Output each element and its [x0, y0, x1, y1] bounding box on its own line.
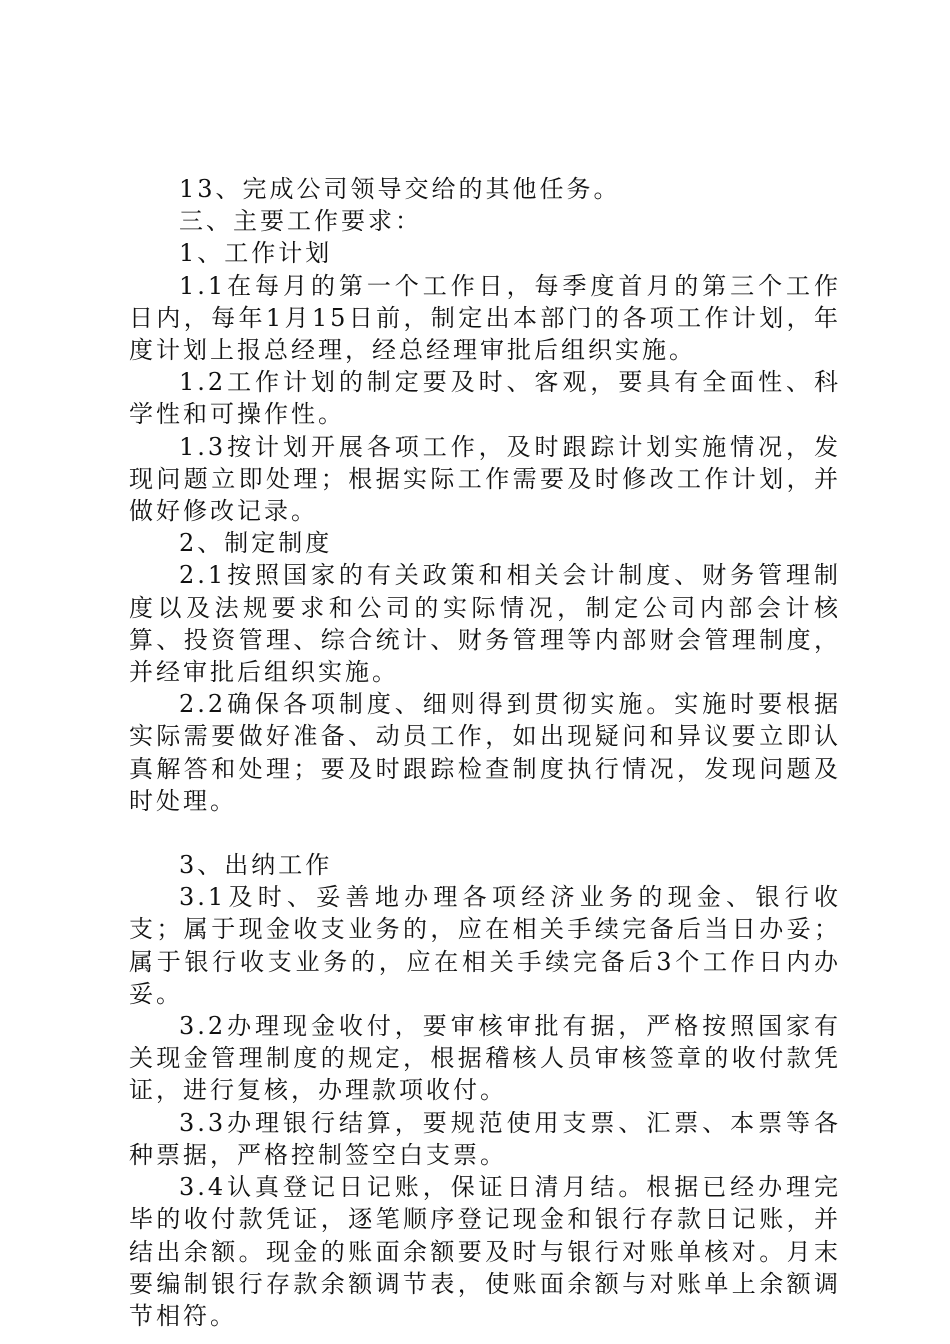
paragraph-1-2: 1.2工作计划的制定要及时、客观，要具有全面性、科学性和可操作性。: [129, 368, 841, 429]
paragraph-item-13: 13、完成公司领导交给的其他任务。: [179, 175, 621, 203]
paragraph-2-2: 2.2确保各项制度、细则得到贯彻实施。实施时要根据实际需要做好准备、动员工作，如出现疑问和异议要立即认真解答和处理；要及时跟踪检查制度执行情况，发现问题及时处理。: [129, 690, 841, 815]
paragraph-3-1: 3.1及时、妥善地办理各项经济业务的现金、银行收支；属于现金收支业务的，应在相关手续完备后当日办妥；属于银行收支业务的，应在相关手续完备后3个工作日内办妥。: [129, 883, 841, 1008]
paragraph-3-3: 3.3办理银行结算，要规范使用支票、汇票、本票等各种票据，严格控制签空白支票。: [129, 1108, 841, 1169]
section-heading-requirements: 三、主要工作要求：: [179, 207, 422, 236]
subheading-rules: 2、制定制度: [179, 529, 333, 558]
paragraph-3-4: 3.4认真登记日记账，保证日清月结。根据已经办理完毕的收付款凭证，逐笔顺序登记现金和银行存款日记账，并结出余额。现金的账面余额要及时与银行对账单核对。月末要编制银行存款余额调节表，使账面余额与对账单上余额调节相符。: [129, 1173, 841, 1330]
subheading-cashier: 3、出纳工作: [179, 851, 333, 880]
paragraph-1-3: 1.3按计划开展各项工作，及时跟踪计划实施情况，发现问题立即处理；根据实际工作需要及时修改工作计划，并做好修改记录。: [129, 432, 841, 526]
paragraph-3-2: 3.2办理现金收付，要审核审批有据，严格按照国家有关现金管理制度的规定，根据稽核人员审核签章的收付款凭证，进行复核，办理款项收付。: [129, 1012, 841, 1105]
paragraph-2-1: 2.1按照国家的有关政策和相关会计制度、财务管理制度以及法规要求和公司的实际情况，制定公司内部会计核算、投资管理、综合统计、财务管理等内部财会管理制度，并经审批后组织实施。: [129, 561, 841, 687]
paragraph-1-1: 1.1在每月的第一个工作日，每季度首月的第三个工作日内，每年1月15日前，制定出本部门的各项工作计划，年度计划上报总经理，经总经理审批后组织实施。: [129, 271, 841, 365]
subheading-work-plan: 1、工作计划: [179, 239, 333, 268]
paragraph-gap: [129, 817, 841, 849]
document-body: [129, 173, 841, 1332]
